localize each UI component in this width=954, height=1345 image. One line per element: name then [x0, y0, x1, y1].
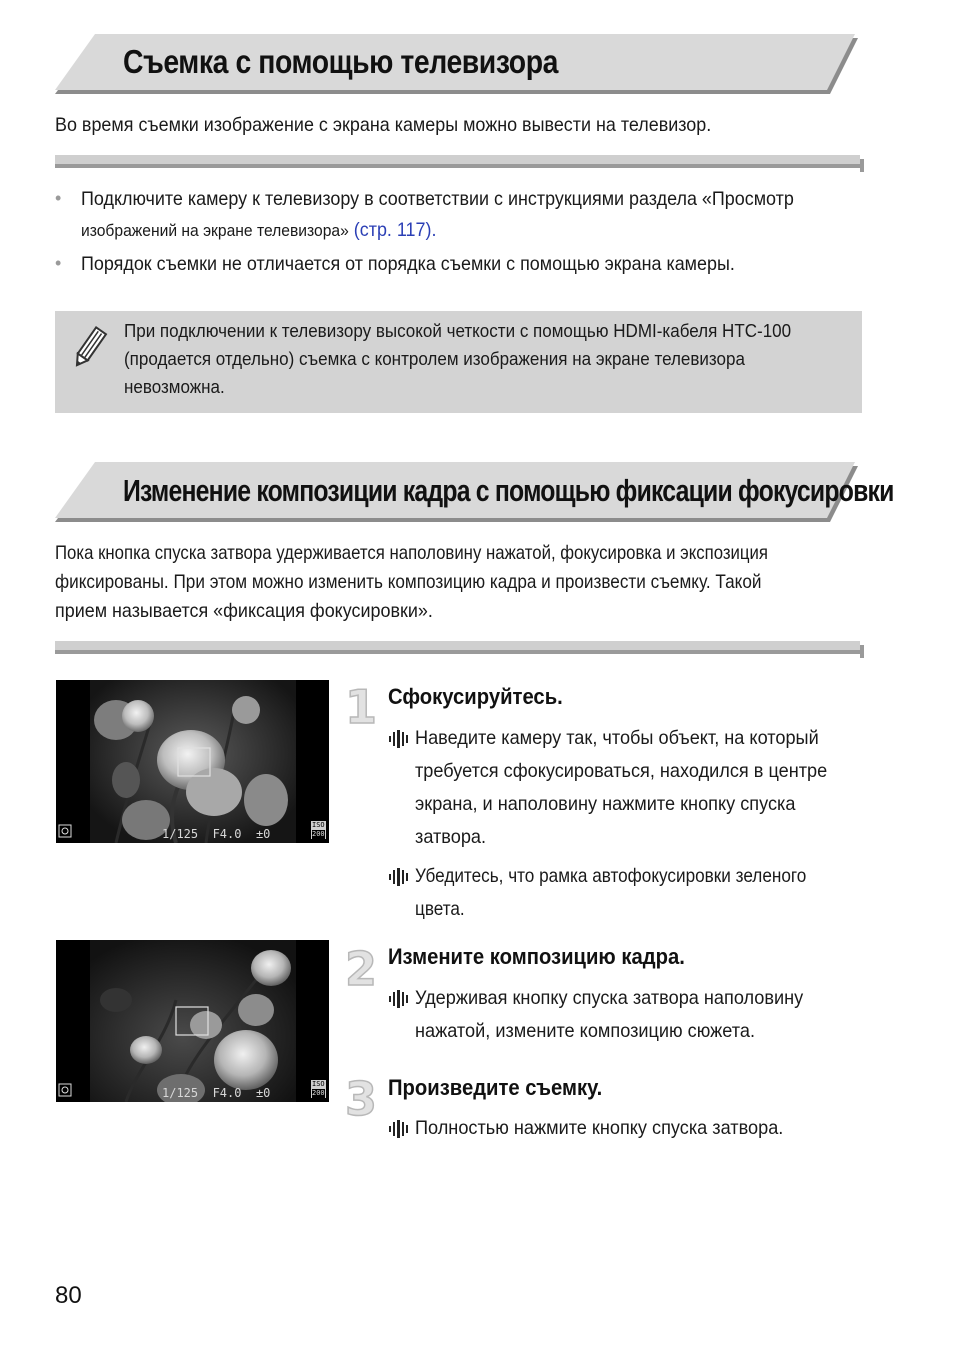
section-intro	[55, 539, 884, 626]
step-line: Полностью нажмите кнопку спуска затвора.	[415, 1117, 784, 1139]
step-line: Убедитесь, что рамка автофокусировки зеленого	[415, 865, 807, 887]
step-line: Наведите камеру так, чтобы объект, на который	[415, 727, 819, 749]
step-number: 3	[345, 1072, 378, 1126]
step-title: Произведите съемку.	[388, 1075, 603, 1100]
step-line: требуется сфокусироваться, находился в центре	[415, 760, 828, 782]
camera-screen-focus	[56, 680, 329, 843]
note-text	[124, 317, 849, 401]
osd-aperture: F4.0	[212, 1086, 242, 1100]
step-number: 2	[345, 942, 378, 996]
step-item	[388, 860, 868, 926]
step-item-text	[415, 982, 803, 1048]
osd-exposure-readout	[162, 1086, 270, 1100]
step-item-text	[415, 722, 827, 854]
divider-rule	[55, 641, 860, 654]
page-reference-link[interactable]: (стр. 117).	[353, 219, 437, 241]
page-number: 80	[55, 1282, 82, 1309]
bullet-dot: •	[55, 253, 62, 273]
step-line: экрана, и наполовину нажмите кнопку спуска	[415, 793, 796, 815]
osd-iso	[311, 1080, 326, 1098]
osd-iso-label: ISO	[312, 821, 325, 829]
pencil-icon	[69, 325, 109, 371]
section-intro: Во время съемки изображение с экрана камеры можно вывести на телевизор.	[55, 114, 712, 136]
step-item	[388, 722, 868, 854]
intro-line: Пока кнопка спуска затвора удерживается наполовину нажатой, фокусировка и экспозиция	[55, 542, 768, 564]
osd-iso	[311, 821, 326, 839]
osd-iso-label: ISO	[312, 1080, 325, 1088]
osd-exposure: ±0	[255, 827, 271, 841]
step-title: Сфокусируйтесь.	[388, 684, 563, 709]
osd-shutter: 1/125	[162, 827, 199, 841]
osd-aperture: F4.0	[212, 827, 242, 841]
step-bullet-icon	[388, 989, 410, 1009]
camera-screen-recompose	[56, 940, 329, 1102]
osd-iso-value: 200	[312, 1089, 325, 1097]
bullet-text: Порядок съемки не отличается от порядка съемки с помощью экрана камеры.	[81, 253, 735, 275]
step-item-text	[415, 1112, 783, 1145]
bullet-text-cont	[81, 216, 436, 245]
osd-shutter: 1/125	[162, 1086, 199, 1100]
flower-photo	[56, 940, 329, 1102]
step-title: Измените композицию кадра.	[388, 944, 685, 969]
section-title: Съемка с помощью телевизора	[123, 43, 558, 80]
step-bullet-icon	[388, 1119, 410, 1139]
note-line: (продается отдельно) съемка с контролем изображения на экране телевизора	[124, 348, 745, 369]
divider-rule	[55, 155, 860, 168]
step-number: 1	[345, 680, 378, 734]
note-line: При подключении к телевизору высокой четкости с помощью HDMI-кабеля HTC-100	[124, 320, 792, 341]
osd-exposure: ±0	[255, 1086, 271, 1100]
note-box	[55, 311, 862, 413]
intro-line: фиксированы. При этом можно изменить композицию кадра и произвести съемку. Такой	[55, 571, 762, 593]
step-item	[388, 982, 868, 1048]
bullet-text: Подключите камеру к телевизору в соответствии с инструкциями раздела «Просмотр	[81, 188, 794, 210]
section-banner-tv-shooting	[55, 34, 860, 96]
step-line: цвета.	[415, 898, 465, 920]
step-bullet-icon	[388, 729, 410, 749]
step-item	[388, 1112, 868, 1145]
step-bullet-icon	[388, 867, 410, 887]
note-line: невозможна.	[124, 376, 225, 397]
osd-exposure-readout	[162, 827, 270, 841]
flower-photo	[56, 680, 329, 843]
osd-iso-value: 200	[312, 830, 325, 838]
bullet-text-part: изображений на экране телевизора»	[81, 221, 349, 240]
intro-line: прием называется «фиксация фокусировки».	[55, 600, 433, 622]
section-banner-focus-lock	[55, 462, 894, 524]
step-line: затвора.	[415, 826, 487, 848]
step-line: нажатой, измените композицию сюжета.	[415, 1020, 755, 1042]
bullet-dot: •	[55, 188, 62, 208]
section-title: Изменение композиции кадра с помощью фиксации фокусировки	[123, 473, 894, 508]
step-item-text	[415, 860, 806, 926]
step-line: Удерживая кнопку спуска затвора наполовину	[415, 987, 804, 1009]
